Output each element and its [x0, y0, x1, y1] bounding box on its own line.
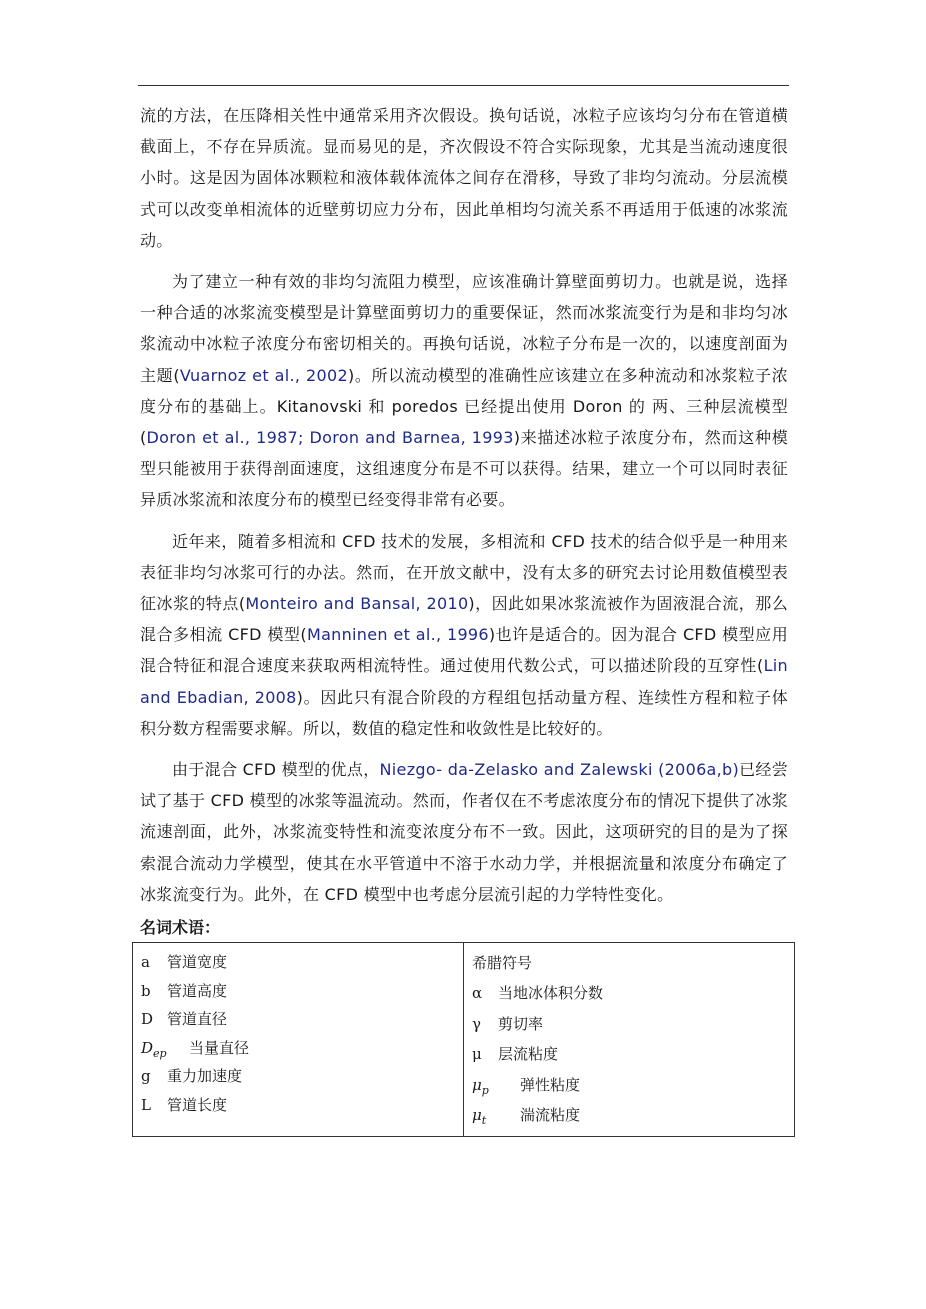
nomenclature-symbol: μ	[472, 1045, 482, 1064]
nomenclature-symbol: L	[141, 1095, 151, 1114]
nomenclature-description: 剪切率	[498, 1014, 544, 1033]
body-paragraph	[140, 100, 788, 256]
paragraphs	[140, 100, 788, 910]
nomenclature-row	[141, 1062, 455, 1091]
nomenclature-description: 弹性粘度	[520, 1075, 581, 1094]
citation-link[interactable]: Doron et al., 1987; Doron and Barnea, 1993	[146, 428, 514, 448]
nomenclature-symbol: γ	[472, 1014, 481, 1033]
nomenclature-symbol: D	[141, 1010, 154, 1029]
nomenclature-row	[472, 1070, 786, 1100]
paragraph-text: )。因此只有混合阶段的方程组包括动量方程、连续性方程和粒子体积分数方程需要求解。所以，数值的稳定性和收敛性是比较好的。	[140, 687, 789, 738]
greek-symbols-title: 希腊符号	[472, 954, 533, 973]
body-paragraph	[140, 754, 788, 910]
nomenclature-table	[132, 942, 795, 1137]
nomenclature-symbol: $D_{ep}$	[141, 1038, 167, 1060]
nomenclature-row	[472, 1009, 786, 1039]
nomenclature-subscript: ep	[153, 1046, 167, 1060]
nomenclature-symbol: b	[141, 981, 151, 1000]
citation-link[interactable]: Niezgo- da-Zelasko and Zalewski (2006a,b)	[379, 760, 740, 780]
page-body	[140, 100, 788, 1137]
nomenclature-description: 管道直径	[167, 1010, 228, 1029]
citation-link[interactable]: Vuarnoz et al., 2002	[179, 365, 348, 385]
paragraph-text: )也许是适合的。因为混合 CFD 模型应用混合特征和混合速度来获取两相流特性。通过使用代数公式，可以描述阶段的互穿性(	[140, 625, 788, 676]
citation-link[interactable]: Monteiro and Bansal, 2010	[245, 594, 469, 614]
nomenclature-description: 当地冰体积分数	[498, 984, 604, 1003]
paragraph-text: )来描述冰粒子浓度分布，然而这种模型只能被用于获得剖面速度，这组速度分布是不可以获得。结果，建立一个可以同时表征异质冰浆流和浓度分布的模型已经变得非常有必要。	[140, 428, 789, 510]
nomenclature-row	[141, 1005, 455, 1034]
greek-symbols-column	[464, 943, 795, 1137]
nomenclature-row	[472, 1039, 786, 1069]
nomenclature-symbol: a	[141, 953, 150, 972]
nomenclature-symbol: α	[472, 984, 483, 1003]
header-rule	[138, 85, 789, 86]
nomenclature-description: 管道高度	[167, 981, 228, 1000]
paragraph-text: 近年来，随着多相流和 CFD 技术的发展，多相流和 CFD 技术的结合似乎是一种用来表征非均匀冰浆可行的办法。然而，在开放文献中，没有太多的研究去讨论用数值模型表征冰浆的特点(	[140, 531, 788, 614]
paragraph-text: )。所以流动模型的准确性应该建立在多种流动和冰浆粒子浓度分布的基础上。Kitanovski 和 poredos 已经提出使用 Doron 的 两、三种层流模型(	[140, 365, 788, 448]
nomenclature-symbol: g	[141, 1067, 151, 1086]
greek-symbol-list	[472, 978, 786, 1130]
body-paragraph	[140, 526, 788, 744]
paragraph-text: 为了建立一种有效的非均匀流阻力模型，应该准确计算壁面剪切力。也就是说，选择一种合适的冰浆流变模型是计算壁面剪切力的重要保证，然而冰浆流变行为是和非均匀冰浆流动中冰粒子浓度分布密切相关的。再换句话说，冰粒子分布是一次的，以速度剖面为主题(	[140, 272, 788, 385]
nomenclature-description: 当量直径	[189, 1038, 250, 1057]
nomenclature-row	[141, 977, 455, 1006]
nomenclature-row	[472, 978, 786, 1008]
nomenclature-description: 湍流粘度	[520, 1106, 581, 1125]
nomenclature-description: 管道宽度	[167, 953, 228, 972]
latin-symbols-column	[133, 943, 464, 1137]
nomenclature-description: 管道长度	[167, 1095, 228, 1114]
paragraph-text: 流的方法，在压降相关性中通常采用齐次假设。换句话说，冰粒子应该均匀分布在管道横截面上，不存在异质流。显而易见的是，齐次假设不符合实际现象，尤其是当流动速度很小时。这是因为固体冰颗粒和液体载体流体之间存在滑移，导致了非均匀流动。分层流模式可以改变单相流体的近壁剪切应力分布，因此单相均匀流关系不再适用于低速的冰浆流动。	[140, 106, 788, 250]
nomenclature-subscript: p	[481, 1083, 489, 1097]
paragraph-text: )，因此如果冰浆流被作为固液混合流，那么混合多相流 CFD 模型(	[140, 594, 789, 645]
nomenclature-description: 重力加速度	[167, 1067, 243, 1086]
nomenclature-description: 层流粘度	[498, 1045, 559, 1064]
nomenclature-row	[141, 1091, 455, 1120]
nomenclature-subscript: t	[481, 1114, 487, 1128]
citation-link[interactable]: Lin and Ebadian, 2008	[140, 656, 788, 707]
body-paragraph	[140, 266, 788, 516]
latin-symbol-list	[141, 948, 455, 1119]
paragraph-text: 由于混合 CFD 模型的优点，	[172, 760, 380, 780]
nomenclature-symbol: $\mu_p$	[472, 1075, 489, 1097]
nomenclature-symbol: $\mu_t$	[472, 1106, 487, 1128]
paragraph-text: 已经尝试了基于 CFD 模型的冰浆等温流动。然而，作者仅在不考虑浓度分布的情况下提供了冰浆流速剖面，此外，冰浆流变特性和流变浓度分布不一致。因此，这项研究的目的是为了探索混合流动力学模型，使其在水平管道中不溶于水动力学，并根据流量和浓度分布确定了冰浆流变行为。此外，在 CFD 模型中也考虑分层流引起的力学特性变化。	[140, 760, 789, 904]
nomenclature-row	[141, 948, 455, 977]
nomenclature-row	[472, 1100, 786, 1130]
citation-link[interactable]: Manninen et al., 1996	[306, 625, 489, 645]
nomenclature-row	[141, 1034, 455, 1063]
nomenclature-heading: 名词术语：	[140, 918, 221, 938]
